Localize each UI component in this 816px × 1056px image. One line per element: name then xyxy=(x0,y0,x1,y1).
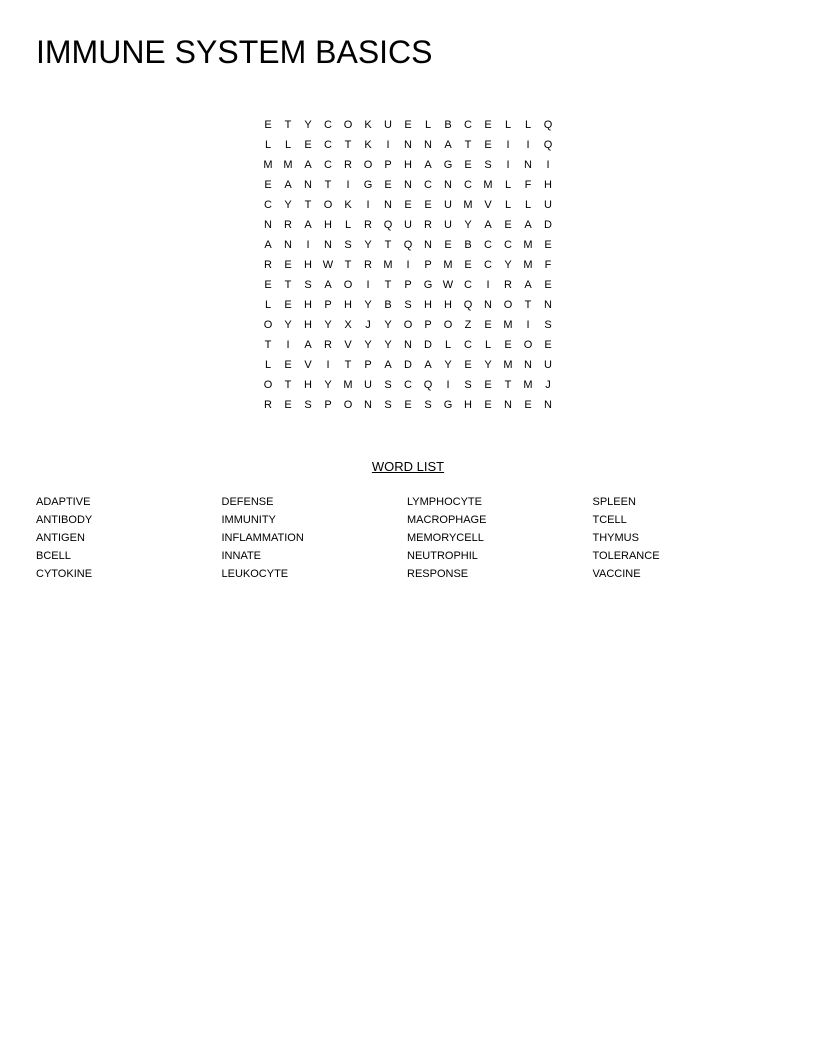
grid-letter: H xyxy=(324,219,332,231)
grid-letter: G xyxy=(363,179,373,191)
grid-letter: A xyxy=(524,219,532,231)
grid-letter: S xyxy=(384,399,392,411)
grid-letter: I xyxy=(526,319,530,331)
grid-letter: R xyxy=(504,279,512,291)
grid-letter: E xyxy=(284,299,292,311)
grid-letter: C xyxy=(264,199,272,211)
grid-letter: I xyxy=(406,259,410,271)
grid-letter: F xyxy=(544,259,552,271)
grid-letter: Y xyxy=(384,339,392,351)
word-list-item: CYTOKINE xyxy=(36,568,93,580)
grid-letter: O xyxy=(363,159,373,171)
grid-letter: A xyxy=(304,159,312,171)
grid-letter: L xyxy=(504,119,512,131)
grid-letter: E xyxy=(264,179,272,191)
grid-letter: A xyxy=(484,219,492,231)
grid-letter: P xyxy=(324,399,332,411)
word-list-column xyxy=(222,494,408,584)
grid-letter: L xyxy=(264,139,272,151)
grid-letter: K xyxy=(364,139,372,151)
grid-letter: E xyxy=(284,259,292,271)
grid-letter: I xyxy=(506,159,510,171)
grid-letter: T xyxy=(284,379,292,391)
grid-letter: E xyxy=(464,359,472,371)
grid-letter: H xyxy=(544,179,552,191)
grid-letter: M xyxy=(263,159,273,171)
word-list-item: TOLERANCE xyxy=(592,550,660,562)
grid-letter: T xyxy=(464,139,472,151)
word-list-item: LEUKOCYTE xyxy=(221,568,289,580)
grid-letter: O xyxy=(343,279,353,291)
grid-letter: T xyxy=(344,359,352,371)
grid-letter: U xyxy=(364,379,372,391)
grid-letter: O xyxy=(263,379,273,391)
grid-letter: I xyxy=(326,359,330,371)
grid-letter: N xyxy=(524,159,532,171)
grid-letter: L xyxy=(504,199,512,211)
grid-letter: O xyxy=(503,299,513,311)
grid-letter: I xyxy=(506,139,510,151)
grid-letter: Y xyxy=(484,359,492,371)
word-list-item: VACCINE xyxy=(592,568,641,580)
grid-letter: I xyxy=(366,199,370,211)
grid-letter: H xyxy=(404,159,412,171)
grid-letter: E xyxy=(444,239,452,251)
grid-letter: H xyxy=(444,299,452,311)
grid-letter: S xyxy=(484,159,492,171)
grid-letter: Q xyxy=(403,239,413,251)
grid-letter: E xyxy=(284,359,292,371)
grid-letter: I xyxy=(386,139,390,151)
grid-letter: Y xyxy=(324,379,332,391)
grid-letter: M xyxy=(463,199,473,211)
grid-letter: M xyxy=(523,379,533,391)
grid-letter: N xyxy=(284,239,292,251)
grid-letter: E xyxy=(544,279,552,291)
grid-letter: P xyxy=(364,359,372,371)
grid-letter: P xyxy=(404,279,412,291)
grid-letter: H xyxy=(304,379,312,391)
grid-letter: C xyxy=(464,179,472,191)
word-list-column xyxy=(593,494,779,584)
grid-letter: O xyxy=(323,199,333,211)
grid-letter: R xyxy=(264,399,272,411)
grid-letter: C xyxy=(424,179,432,191)
grid-letter: R xyxy=(264,259,272,271)
grid-letter: Y xyxy=(284,319,292,331)
grid-letter: A xyxy=(524,279,532,291)
grid-letter: K xyxy=(344,199,352,211)
word-list-item: INNATE xyxy=(221,550,262,562)
grid-letter: I xyxy=(286,339,290,351)
word-list-item: ANTIBODY xyxy=(36,514,93,526)
grid-letter: Y xyxy=(464,219,472,231)
page-title: IMMUNE SYSTEM BASICS xyxy=(36,34,433,70)
grid-letter: N xyxy=(404,139,412,151)
grid-letter: M xyxy=(383,259,393,271)
grid-letter: N xyxy=(264,219,272,231)
grid-letter: C xyxy=(464,339,472,351)
grid-letter: E xyxy=(264,279,272,291)
grid-letter: E xyxy=(484,379,492,391)
grid-letter: W xyxy=(322,259,334,271)
grid-letter: O xyxy=(403,319,413,331)
word-list-column xyxy=(36,494,222,584)
grid-letter: I xyxy=(366,279,370,291)
grid-letter: H xyxy=(424,299,432,311)
grid-letter: C xyxy=(324,159,332,171)
grid-letter: U xyxy=(544,199,552,211)
grid-letter: P xyxy=(424,319,432,331)
grid-letter: E xyxy=(504,219,512,231)
grid-letter: Y xyxy=(384,319,392,331)
grid-letter: E xyxy=(404,399,412,411)
word-list-item: BCELL xyxy=(36,550,71,562)
word-list-item: SPLEEN xyxy=(592,496,636,508)
grid-letter: E xyxy=(544,239,552,251)
grid-letter: T xyxy=(284,279,292,291)
grid-letter: J xyxy=(545,379,551,391)
grid-letter: O xyxy=(343,119,353,131)
grid-letter: T xyxy=(264,339,272,351)
grid-letter: R xyxy=(364,219,372,231)
grid-letter: G xyxy=(443,159,453,171)
grid-letter: M xyxy=(503,319,513,331)
grid-letter: Q xyxy=(383,219,393,231)
grid-letter: L xyxy=(524,119,532,131)
grid-letter: Y xyxy=(364,339,372,351)
grid-letter: S xyxy=(404,299,412,311)
grid-letter: Y xyxy=(444,359,452,371)
grid-letter: E xyxy=(264,119,272,131)
grid-letter: E xyxy=(464,159,472,171)
grid-letter: T xyxy=(344,259,352,271)
grid-letter: S xyxy=(304,399,312,411)
grid-letter: M xyxy=(503,359,513,371)
grid-letter: A xyxy=(324,279,332,291)
grid-letter: L xyxy=(424,119,432,131)
word-list-item: IMMUNITY xyxy=(221,514,276,526)
grid-letter: A xyxy=(304,339,312,351)
grid-letter: S xyxy=(544,319,552,331)
grid-letter: N xyxy=(524,359,532,371)
grid-letter: N xyxy=(324,239,332,251)
grid-letter: E xyxy=(384,179,392,191)
grid-letter: N xyxy=(404,339,412,351)
grid-letter: R xyxy=(284,219,292,231)
grid-letter: E xyxy=(424,199,432,211)
grid-letter: L xyxy=(284,139,292,151)
grid-letter: Y xyxy=(364,299,372,311)
grid-letter: N xyxy=(544,299,552,311)
grid-letter: H xyxy=(464,399,472,411)
grid-letter: Q xyxy=(423,379,433,391)
grid-letter: Q xyxy=(543,139,553,151)
grid-letter: B xyxy=(464,239,472,251)
grid-letter: N xyxy=(424,239,432,251)
grid-letter: E xyxy=(544,339,552,351)
grid-letter: E xyxy=(404,119,412,131)
grid-letter: T xyxy=(324,179,332,191)
grid-letter: E xyxy=(524,399,532,411)
word-list-item: INFLAMMATION xyxy=(221,532,304,544)
grid-letter: E xyxy=(464,259,472,271)
grid-letter: L xyxy=(484,339,492,351)
grid-letter: N xyxy=(404,179,412,191)
grid-letter: L xyxy=(344,219,352,231)
grid-letter: N xyxy=(384,199,392,211)
word-list xyxy=(36,494,778,584)
grid-letter: E xyxy=(304,139,312,151)
grid-letter: F xyxy=(524,179,532,191)
grid-letter: C xyxy=(324,139,332,151)
grid-letter: N xyxy=(424,139,432,151)
grid-letter: O xyxy=(443,319,453,331)
grid-letter: Y xyxy=(364,239,372,251)
grid-letter: E xyxy=(484,119,492,131)
grid-letter: C xyxy=(484,239,492,251)
word-search-grid xyxy=(258,115,558,415)
grid-letter: L xyxy=(504,179,512,191)
grid-letter: U xyxy=(404,219,412,231)
grid-letter: M xyxy=(483,179,493,191)
word-list-item: DEFENSE xyxy=(221,496,274,508)
grid-letter: T xyxy=(524,299,532,311)
grid-letter: P xyxy=(384,159,392,171)
grid-letter: S xyxy=(384,379,392,391)
grid-letter: L xyxy=(264,299,272,311)
grid-letter: C xyxy=(464,279,472,291)
grid-letter: Y xyxy=(324,319,332,331)
grid-letter: E xyxy=(484,319,492,331)
grid-letter: J xyxy=(365,319,371,331)
grid-letter: N xyxy=(304,179,312,191)
grid-letter: T xyxy=(504,379,512,391)
grid-letter: D xyxy=(424,339,432,351)
grid-letter: S xyxy=(464,379,472,391)
grid-letter: Y xyxy=(304,119,312,131)
grid-letter: V xyxy=(484,199,492,211)
word-list-item: NEUTROPHIL xyxy=(407,550,478,562)
grid-letter: A xyxy=(424,359,432,371)
grid-letter: O xyxy=(523,339,533,351)
grid-letter: C xyxy=(324,119,332,131)
grid-letter: H xyxy=(304,299,312,311)
grid-letter: B xyxy=(444,119,452,131)
word-list-column xyxy=(407,494,593,584)
grid-letter: C xyxy=(404,379,412,391)
grid-letter: E xyxy=(484,139,492,151)
word-list-heading: WORD LIST xyxy=(371,459,445,474)
grid-letter: I xyxy=(546,159,550,171)
grid-letter: M xyxy=(523,259,533,271)
grid-letter: I xyxy=(306,239,310,251)
grid-letter: R xyxy=(324,339,332,351)
grid-letter: D xyxy=(404,359,412,371)
grid-letter: N xyxy=(444,179,452,191)
grid-letter: R xyxy=(364,259,372,271)
grid-letter: S xyxy=(424,399,432,411)
grid-letter: I xyxy=(486,279,490,291)
grid-letter: T xyxy=(344,139,352,151)
grid-letter: Q xyxy=(463,299,473,311)
grid-letter: V xyxy=(344,339,352,351)
word-list-item: ANTIGEN xyxy=(36,532,85,544)
grid-letter: Z xyxy=(464,319,472,331)
grid-letter: R xyxy=(344,159,352,171)
word-list-item: MACROPHAGE xyxy=(407,514,487,526)
grid-letter: D xyxy=(544,219,552,231)
grid-letter: U xyxy=(544,359,552,371)
grid-letter: A xyxy=(304,219,312,231)
grid-letter: E xyxy=(284,399,292,411)
grid-letter: B xyxy=(384,299,392,311)
grid-letter: M xyxy=(443,259,453,271)
grid-letter: S xyxy=(304,279,312,291)
grid-letter: T xyxy=(304,199,312,211)
grid-letter: R xyxy=(424,219,432,231)
grid-letter: S xyxy=(344,239,352,251)
grid-letter: Y xyxy=(504,259,512,271)
grid-letter: H xyxy=(304,259,312,271)
grid-letter: Y xyxy=(284,199,292,211)
grid-letter: A xyxy=(264,239,272,251)
grid-letter: K xyxy=(364,119,372,131)
grid-letter: N xyxy=(364,399,372,411)
grid-letter: W xyxy=(442,279,454,291)
grid-letter: I xyxy=(346,179,350,191)
grid-letter: V xyxy=(304,359,312,371)
word-list-item: RESPONSE xyxy=(407,568,469,580)
grid-letter: E xyxy=(404,199,412,211)
grid-letter: T xyxy=(384,239,392,251)
grid-letter: L xyxy=(264,359,272,371)
grid-letter: N xyxy=(504,399,512,411)
grid-letter: C xyxy=(484,259,492,271)
grid-letter: I xyxy=(446,379,450,391)
grid-letter: P xyxy=(324,299,332,311)
grid-letter: E xyxy=(484,399,492,411)
word-list-item: LYMPHOCYTE xyxy=(407,496,482,508)
grid-letter: A xyxy=(444,139,452,151)
grid-letter: L xyxy=(524,199,532,211)
word-list-item: TCELL xyxy=(592,514,627,526)
grid-letter: O xyxy=(263,319,273,331)
grid-letter: X xyxy=(344,319,352,331)
grid-letter: C xyxy=(504,239,512,251)
word-list-item: ADAPTIVE xyxy=(36,496,91,508)
grid-letter: I xyxy=(526,139,530,151)
grid-letter: T xyxy=(284,119,292,131)
grid-letter: L xyxy=(444,339,452,351)
grid-letter: H xyxy=(344,299,352,311)
grid-letter: M xyxy=(523,239,533,251)
grid-letter: U xyxy=(384,119,392,131)
grid-letter: M xyxy=(343,379,353,391)
grid-letter: N xyxy=(544,399,552,411)
grid-letter: C xyxy=(464,119,472,131)
grid-letter: U xyxy=(444,199,452,211)
grid-letter: A xyxy=(384,359,392,371)
grid-letter: G xyxy=(423,279,433,291)
grid-letter: A xyxy=(424,159,432,171)
grid-letter: T xyxy=(384,279,392,291)
grid-letter: A xyxy=(284,179,292,191)
grid-letter: Q xyxy=(543,119,553,131)
word-list-item: THYMUS xyxy=(592,532,639,544)
grid-letter: U xyxy=(444,219,452,231)
grid-letter: N xyxy=(484,299,492,311)
grid-letter: G xyxy=(443,399,453,411)
grid-letter: M xyxy=(283,159,293,171)
grid-letter: O xyxy=(343,399,353,411)
grid-letter: P xyxy=(424,259,432,271)
grid-letter: H xyxy=(304,319,312,331)
grid-letter: E xyxy=(504,339,512,351)
word-list-item: MEMORYCELL xyxy=(407,532,484,544)
